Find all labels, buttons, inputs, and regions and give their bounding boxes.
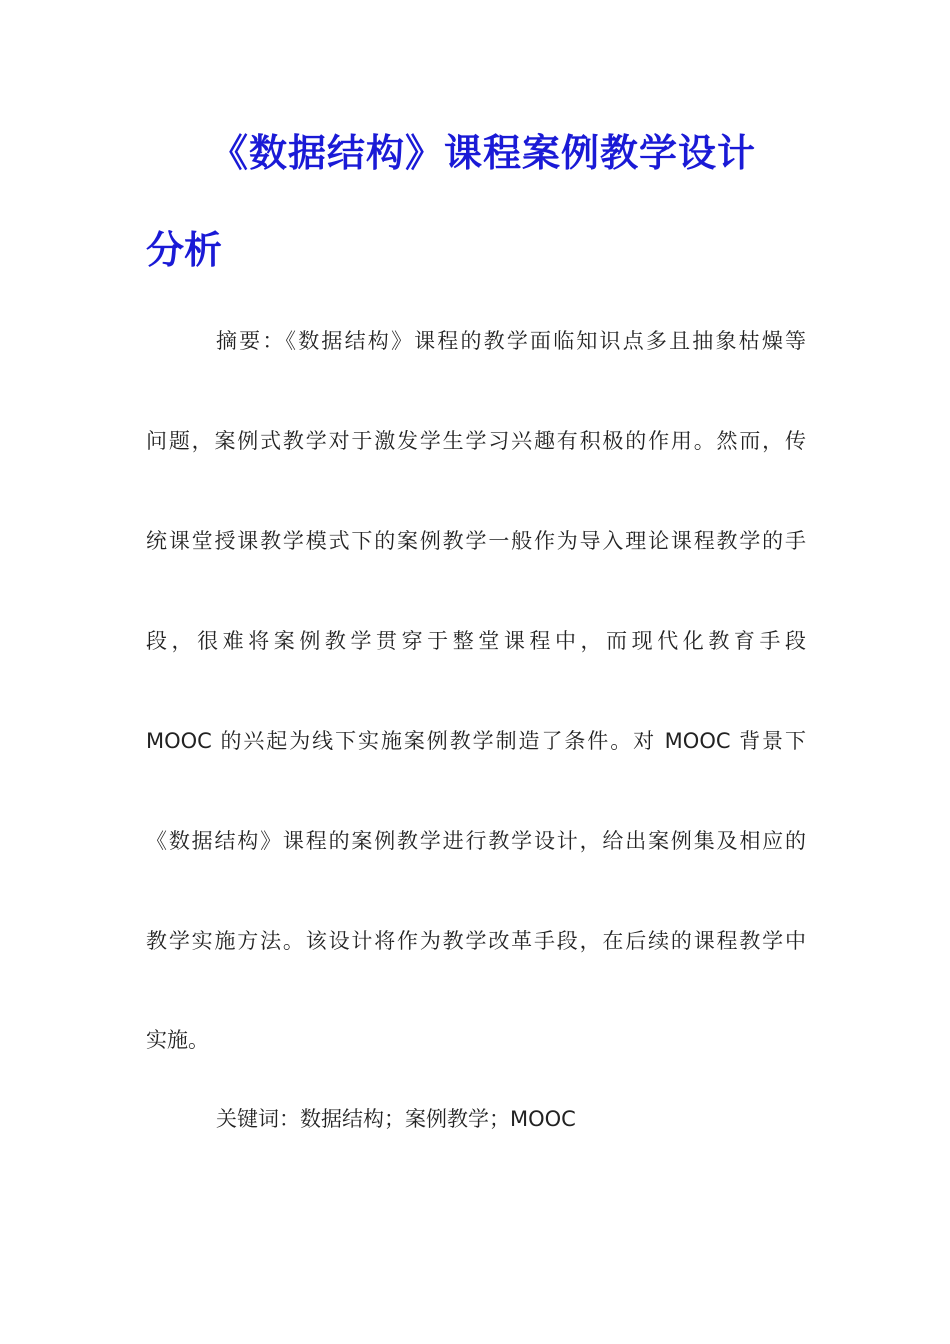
abstract-line: 统课堂授课教学模式下的案例教学一般作为导入理论课程教学的手 xyxy=(146,529,806,553)
abstract-line: 《数据结构》课程的案例教学进行教学设计，给出案例集及相应的 xyxy=(146,829,806,853)
abstract-line: 教学实施方法。该设计将作为教学改革手段，在后续的课程教学中 xyxy=(146,929,806,953)
document-title-line-2: 分析 xyxy=(146,228,223,272)
abstract-line: 问题，案例式教学对于激发学生学习兴趣有积极的作用。然而，传 xyxy=(146,429,806,453)
abstract-line: 实施。 xyxy=(146,1028,209,1052)
abstract-line: 段，很难将案例教学贯穿于整堂课程中，而现代化教育手段 xyxy=(146,629,806,653)
keywords-line: 关键词：数据结构；案例教学；MOOC xyxy=(216,1107,576,1131)
abstract-line: MOOC 的兴起为线下实施案例教学制造了条件。对 MOOC 背景下 xyxy=(146,729,806,753)
abstract-line: 摘要：《数据结构》课程的教学面临知识点多且抽象枯燥等 xyxy=(216,329,806,353)
document-title-line-1: 《数据结构》课程案例教学设计 xyxy=(210,131,757,175)
